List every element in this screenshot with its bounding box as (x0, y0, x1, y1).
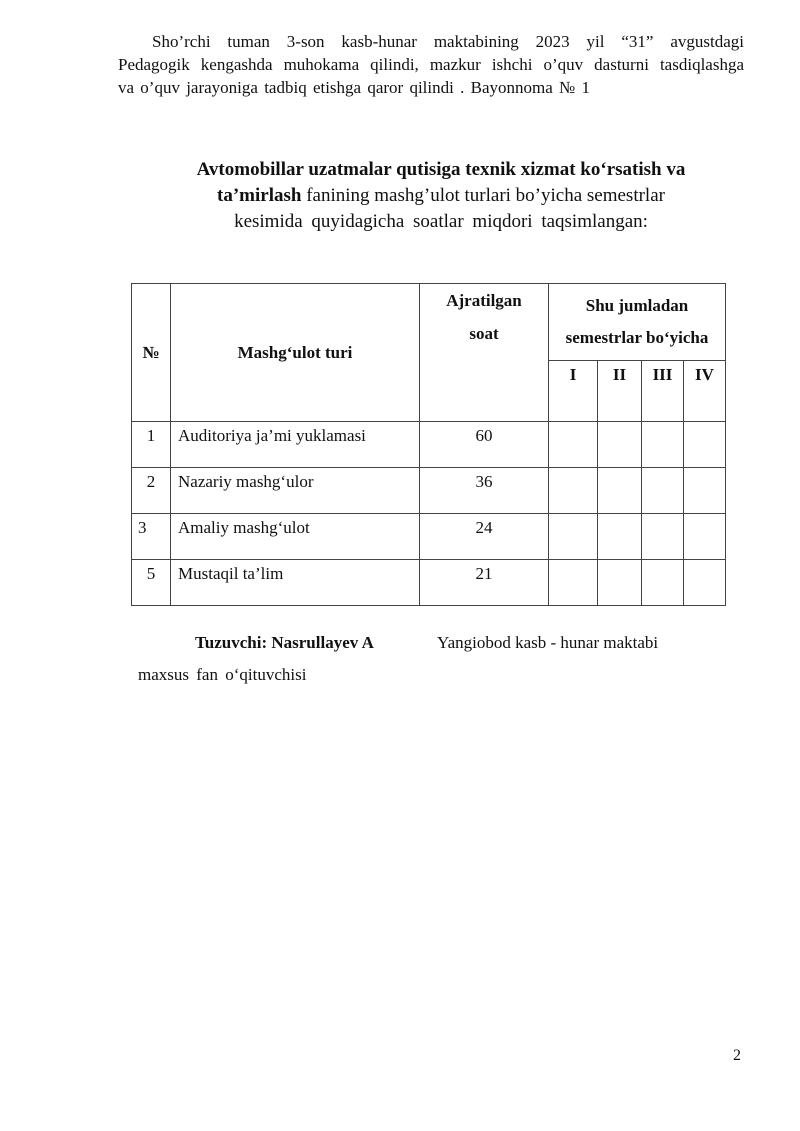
row-semester-2-cell (598, 514, 642, 560)
author-label: Tuzuvchi: Nasrullayev A (195, 633, 374, 652)
header-hours-line-1: Ajratilgan (446, 291, 522, 310)
approval-line-2: Pedagogik kengashda muhokama qilindi, mazkur ishchi o’quv dasturni tasdiqlashga (118, 55, 744, 74)
header-semesters (549, 284, 726, 361)
page-number: 2 (733, 1047, 741, 1064)
header-semester-4: IV (684, 361, 726, 422)
header-semester-2: II (598, 361, 642, 422)
row-number: 3 (132, 514, 171, 560)
row-semester-4-cell (684, 514, 726, 560)
document-title (118, 157, 764, 235)
title-line-2 (118, 183, 764, 209)
row-hours: 21 (420, 560, 549, 606)
row-hours: 60 (420, 422, 549, 468)
row-semester-2-cell (598, 468, 642, 514)
header-semesters-line-2: semestrlar bo‘yicha (565, 328, 709, 347)
school-name: Yangiobod kasb - hunar maktabi (437, 633, 659, 652)
table-row (132, 560, 726, 606)
row-semester-3-cell (642, 468, 684, 514)
row-semester-2-cell (598, 422, 642, 468)
header-semesters-line-1: Shu jumladan (585, 296, 689, 315)
approval-line-3: va o’quv jarayoniga tadbiq etishga qaror qilindi . Bayonnoma № 1 (118, 78, 590, 97)
header-semester-3: III (642, 361, 684, 422)
row-semester-3-cell (642, 560, 684, 606)
row-hours: 36 (420, 468, 549, 514)
header-activity-type: Mashg‘ulot turi (171, 284, 420, 422)
row-semester-4-cell (684, 468, 726, 514)
header-number: № (132, 284, 171, 422)
approval-line-1: Sho’rchi tuman 3-son kasb-hunar maktabining 2023 yil “31” avgustdagi (152, 32, 744, 51)
header-hours-line-2: soat (469, 324, 499, 343)
row-semester-4-cell (684, 422, 726, 468)
title-line-2-rest: fanining mashg’ulot turlari bo’yicha semestrlar (301, 185, 665, 206)
approval-note (118, 30, 744, 99)
author-role: maxsus fan o‘qituvchisi (138, 665, 307, 684)
header-allocated-hours (420, 284, 549, 422)
title-line-2-bold: ta’mirlash (217, 185, 302, 206)
row-semester-1-cell (549, 514, 598, 560)
row-semester-1-cell (549, 560, 598, 606)
title-line-3: kesimida quyidagicha soatlar miqdori taqsimlangan: (234, 211, 648, 232)
table-row (132, 514, 726, 560)
header-semester-1: I (549, 361, 598, 422)
row-semester-3-cell (642, 422, 684, 468)
row-number: 2 (132, 468, 171, 514)
table-header-row (132, 284, 726, 361)
table-row (132, 468, 726, 514)
row-semester-1-cell (549, 422, 598, 468)
title-line-1: Avtomobillar uzatmalar qutisiga texnik xizmat ko‘rsatish va (196, 159, 686, 180)
table-row (132, 422, 726, 468)
row-semester-3-cell (642, 514, 684, 560)
row-number: 5 (132, 560, 171, 606)
row-activity-type: Amaliy mashg‘ulot (171, 514, 420, 560)
row-activity-type: Mustaqil ta’lim (171, 560, 420, 606)
row-number: 1 (132, 422, 171, 468)
row-activity-type: Auditoriya ja’mi yuklamasi (171, 422, 420, 468)
row-hours: 24 (420, 514, 549, 560)
row-semester-4-cell (684, 560, 726, 606)
row-activity-type: Nazariy mashg‘ulor (171, 468, 420, 514)
author-name (195, 633, 374, 653)
row-semester-1-cell (549, 468, 598, 514)
row-semester-2-cell (598, 560, 642, 606)
hours-table (131, 283, 726, 606)
